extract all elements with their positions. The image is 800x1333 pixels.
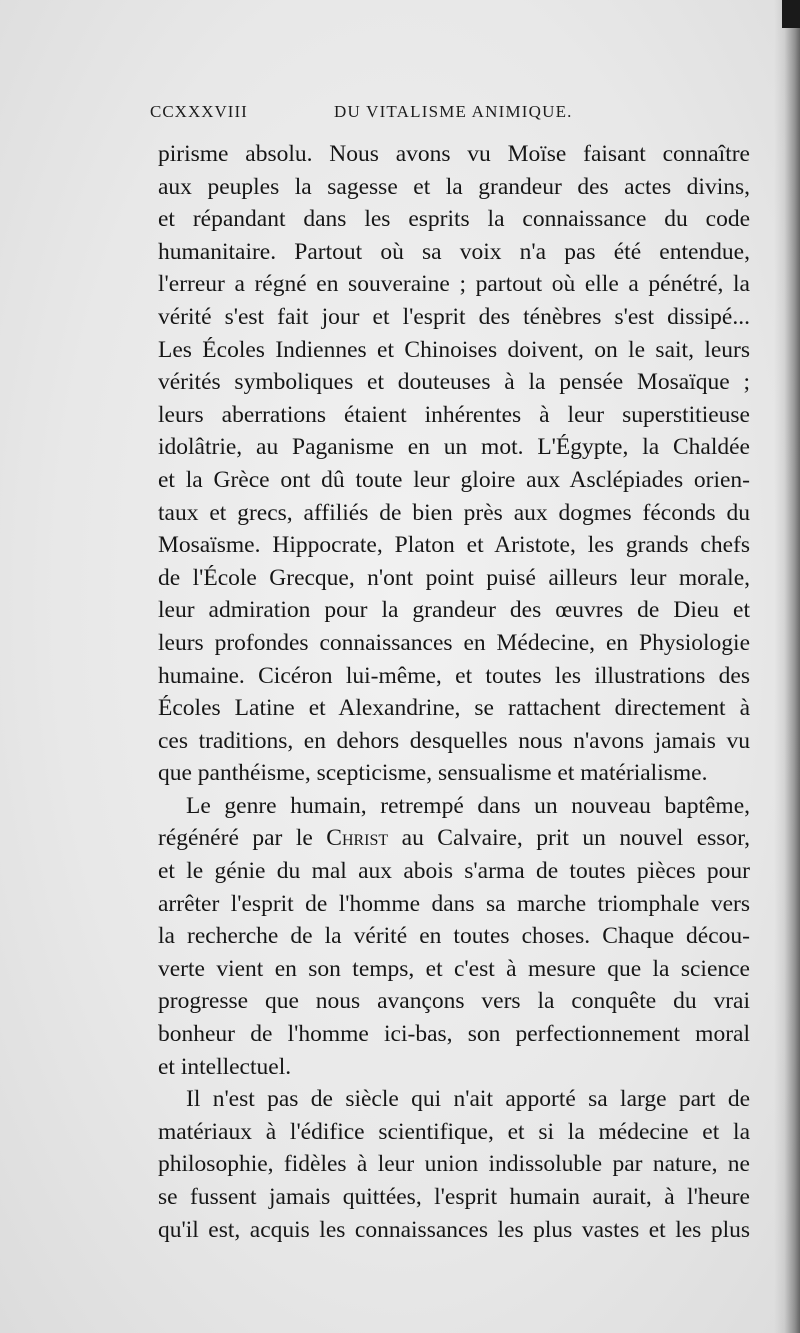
text-line: idolâtrie, au Paganisme en un mot. L'Égypte, la Chaldée (158, 434, 750, 461)
text-line: humanitaire. Partout où sa voix n'a pas été entendue, (158, 238, 750, 265)
text-line: bonheur de l'homme ici-bas, son perfectionnement moral (158, 1021, 750, 1048)
text-line: la recherche de la vérité en toutes choses. Chaque décou- (158, 923, 750, 950)
text-line: philosophie, fidèles à leur union indissoluble par nature, ne (158, 1151, 750, 1178)
text-line: l'erreur a régné en souveraine ; partout où elle a pénétré, la (158, 271, 750, 298)
running-head (150, 102, 740, 130)
text-line: ces traditions, en dehors desquelles nous n'avons jamais vu (158, 727, 750, 754)
text-line: leurs profondes connaissances en Médecine, en Physiologie (158, 629, 750, 656)
text-line: vérité s'est fait jour et l'esprit des ténèbres s'est dissipé... (158, 303, 750, 330)
paragraph (158, 138, 750, 790)
text-line: humaine. Cicéron lui-même, et toutes les illustrations des (158, 662, 750, 689)
text-line-with-smallcaps (158, 822, 750, 855)
page-gutter-shadow (774, 0, 800, 1333)
text-line: Le genre humain, retrempé dans un nouveau baptême, (186, 792, 750, 819)
text-line: pirisme absolu. Nous avons vu Moïse faisant connaître (158, 141, 750, 167)
text-line: aux peuples la sagesse et la grandeur des actes divins, (158, 173, 750, 200)
scan-corner-mark (782, 0, 800, 28)
text-line: et la Grèce ont dû toute leur gloire aux Asclépiades orien- (158, 466, 750, 493)
body-text (158, 138, 750, 1246)
paragraph (158, 1083, 750, 1246)
text-line: que panthéisme, scepticisme, sensualisme et matérialisme. (158, 760, 708, 787)
text-line: Écoles Latine et Alexandrine, se rattachent directement à (158, 695, 750, 722)
text-line: verte vient en son temps, et c'est à mesure que la science (158, 955, 750, 982)
text-line: et répandant dans les esprits la connaissance du code (158, 206, 750, 233)
text-line: vérités symboliques et douteuses à la pensée Mosaïque ; (158, 369, 750, 396)
text-line: arrêter l'esprit de l'homme dans sa marche triomphale vers (158, 890, 750, 917)
text-line: Les Écoles Indiennes et Chinoises doivent, on le sait, leurs (158, 336, 750, 363)
text-line: Il n'est pas de siècle qui n'ait apporté sa large part de (186, 1086, 750, 1113)
text-line: leurs aberrations étaient inhérentes à leur superstitieuse (158, 401, 750, 428)
text-line: de l'École Grecque, n'ont point puisé ailleurs leur morale, (158, 564, 750, 591)
text-line: qu'il est, acquis les connaissances les plus vastes et les plus (158, 1216, 750, 1243)
text-line: et le génie du mal aux abois s'arma de toutes pièces pour (158, 858, 750, 885)
running-title: DU VITALISME ANIMIQUE. (334, 102, 573, 121)
text-line: leur admiration pour la grandeur des œuvres de Dieu et (158, 597, 750, 624)
text-line: Mosaïsme. Hippocrate, Platon et Aristote, les grands chefs (158, 532, 750, 559)
text-line: taux et grecs, affiliés de bien près aux dogmes féconds du (158, 499, 750, 526)
text-line: et intellectuel. (158, 1053, 292, 1080)
text-fragment: régénéré par le (158, 825, 327, 852)
smallcaps-word: Christ (326, 825, 389, 852)
text-line: progresse que nous avançons vers la conquête du vrai (158, 988, 750, 1015)
text-fragment: au Calvaire, prit un nouvel essor, (388, 825, 750, 852)
page-number: CCXXXVIII (150, 102, 248, 121)
text-line: se fussent jamais quittées, l'esprit humain aurait, à l'heure (158, 1184, 750, 1210)
text-line: matériaux à l'édifice scientifique, et si la médecine et la (158, 1118, 750, 1145)
paragraph (158, 790, 750, 1083)
